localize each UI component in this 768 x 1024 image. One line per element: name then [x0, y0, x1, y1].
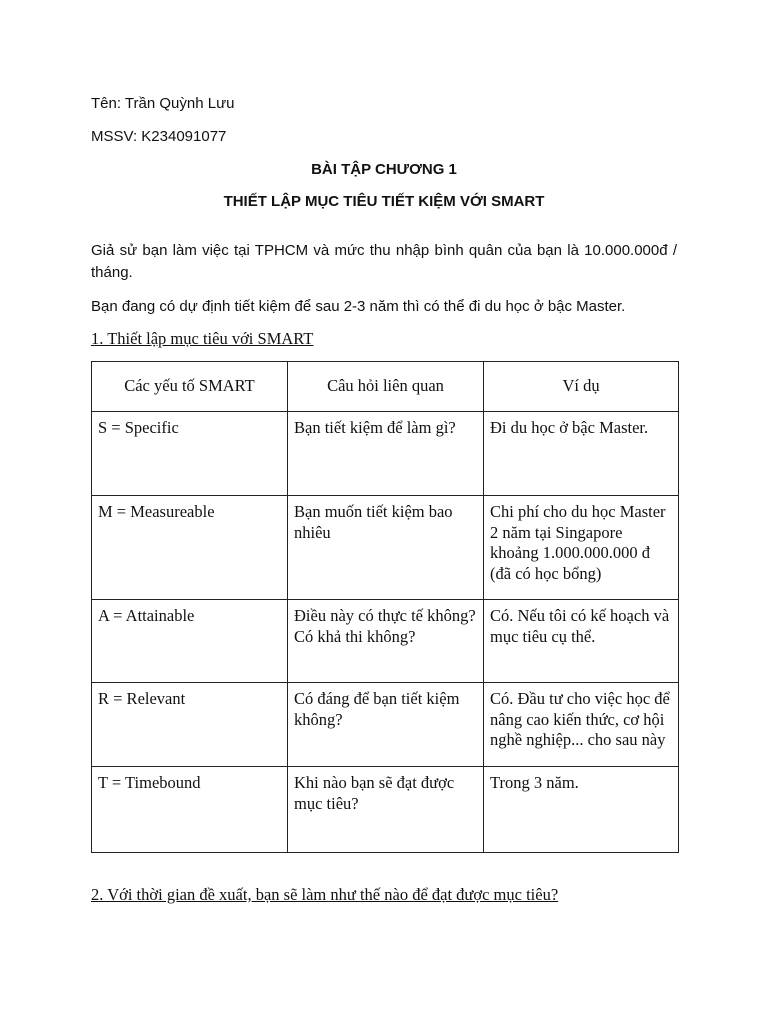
- intro-paragraph-1: Giả sử bạn làm việc tại TPHCM và mức thu nhập bình quân của bạn là 10.000.000đ / tháng.: [91, 242, 677, 281]
- table-row: [92, 412, 679, 496]
- column-header-question: Câu hỏi liên quan: [288, 362, 484, 412]
- table-header-row: [92, 362, 679, 412]
- cell-example: Trong 3 năm.: [484, 767, 679, 853]
- cell-factor: R = Relevant: [92, 683, 288, 767]
- student-name: Tên: Trần Quỳnh Lưu: [91, 95, 235, 112]
- cell-example: Đi du học ở bậc Master.: [484, 412, 679, 496]
- cell-factor: A = Attainable: [92, 600, 288, 683]
- student-id: MSSV: K234091077: [91, 128, 227, 145]
- cell-example: Chi phí cho du học Master 2 năm tại Singapore khoảng 1.000.000.000 đ (đã có học bổng): [484, 496, 679, 600]
- table-row: [92, 600, 679, 683]
- cell-example: Có. Đầu tư cho việc học để nâng cao kiến thức, cơ hội nghề nghiệp... cho sau này: [484, 683, 679, 767]
- column-header-factor: Các yếu tố SMART: [92, 362, 288, 412]
- smart-table: [91, 361, 679, 853]
- section-1-title: 1. Thiết lập mục tiêu với SMART: [91, 329, 314, 348]
- cell-factor: M = Measureable: [92, 496, 288, 600]
- table-row: [92, 496, 679, 600]
- cell-question: Có đáng để bạn tiết kiệm không?: [288, 683, 484, 767]
- column-header-example: Ví dụ: [484, 362, 679, 412]
- section-2-title: 2. Với thời gian đề xuất, bạn sẽ làm như thế nào để đạt được mục tiêu?: [91, 885, 559, 904]
- cell-factor: S = Specific: [92, 412, 288, 496]
- cell-question: Bạn tiết kiệm để làm gì?: [288, 412, 484, 496]
- chapter-heading: BÀI TẬP CHƯƠNG 1: [311, 161, 457, 178]
- cell-example: Có. Nếu tôi có kế hoạch và mục tiêu cụ thể.: [484, 600, 679, 683]
- cell-question: Bạn muốn tiết kiệm bao nhiêu: [288, 496, 484, 600]
- table-row: [92, 767, 679, 853]
- cell-question: Điều này có thực tế không? Có khả thi không?: [288, 600, 484, 683]
- table-row: [92, 683, 679, 767]
- cell-question: Khi nào bạn sẽ đạt được mục tiêu?: [288, 767, 484, 853]
- document-title: THIẾT LẬP MỤC TIÊU TIẾT KIỆM VỚI SMART: [223, 193, 545, 210]
- cell-factor: T = Timebound: [92, 767, 288, 853]
- intro-paragraph-2: Bạn đang có dự định tiết kiệm để sau 2-3 năm thì có thể đi du học ở bậc Master.: [91, 298, 626, 315]
